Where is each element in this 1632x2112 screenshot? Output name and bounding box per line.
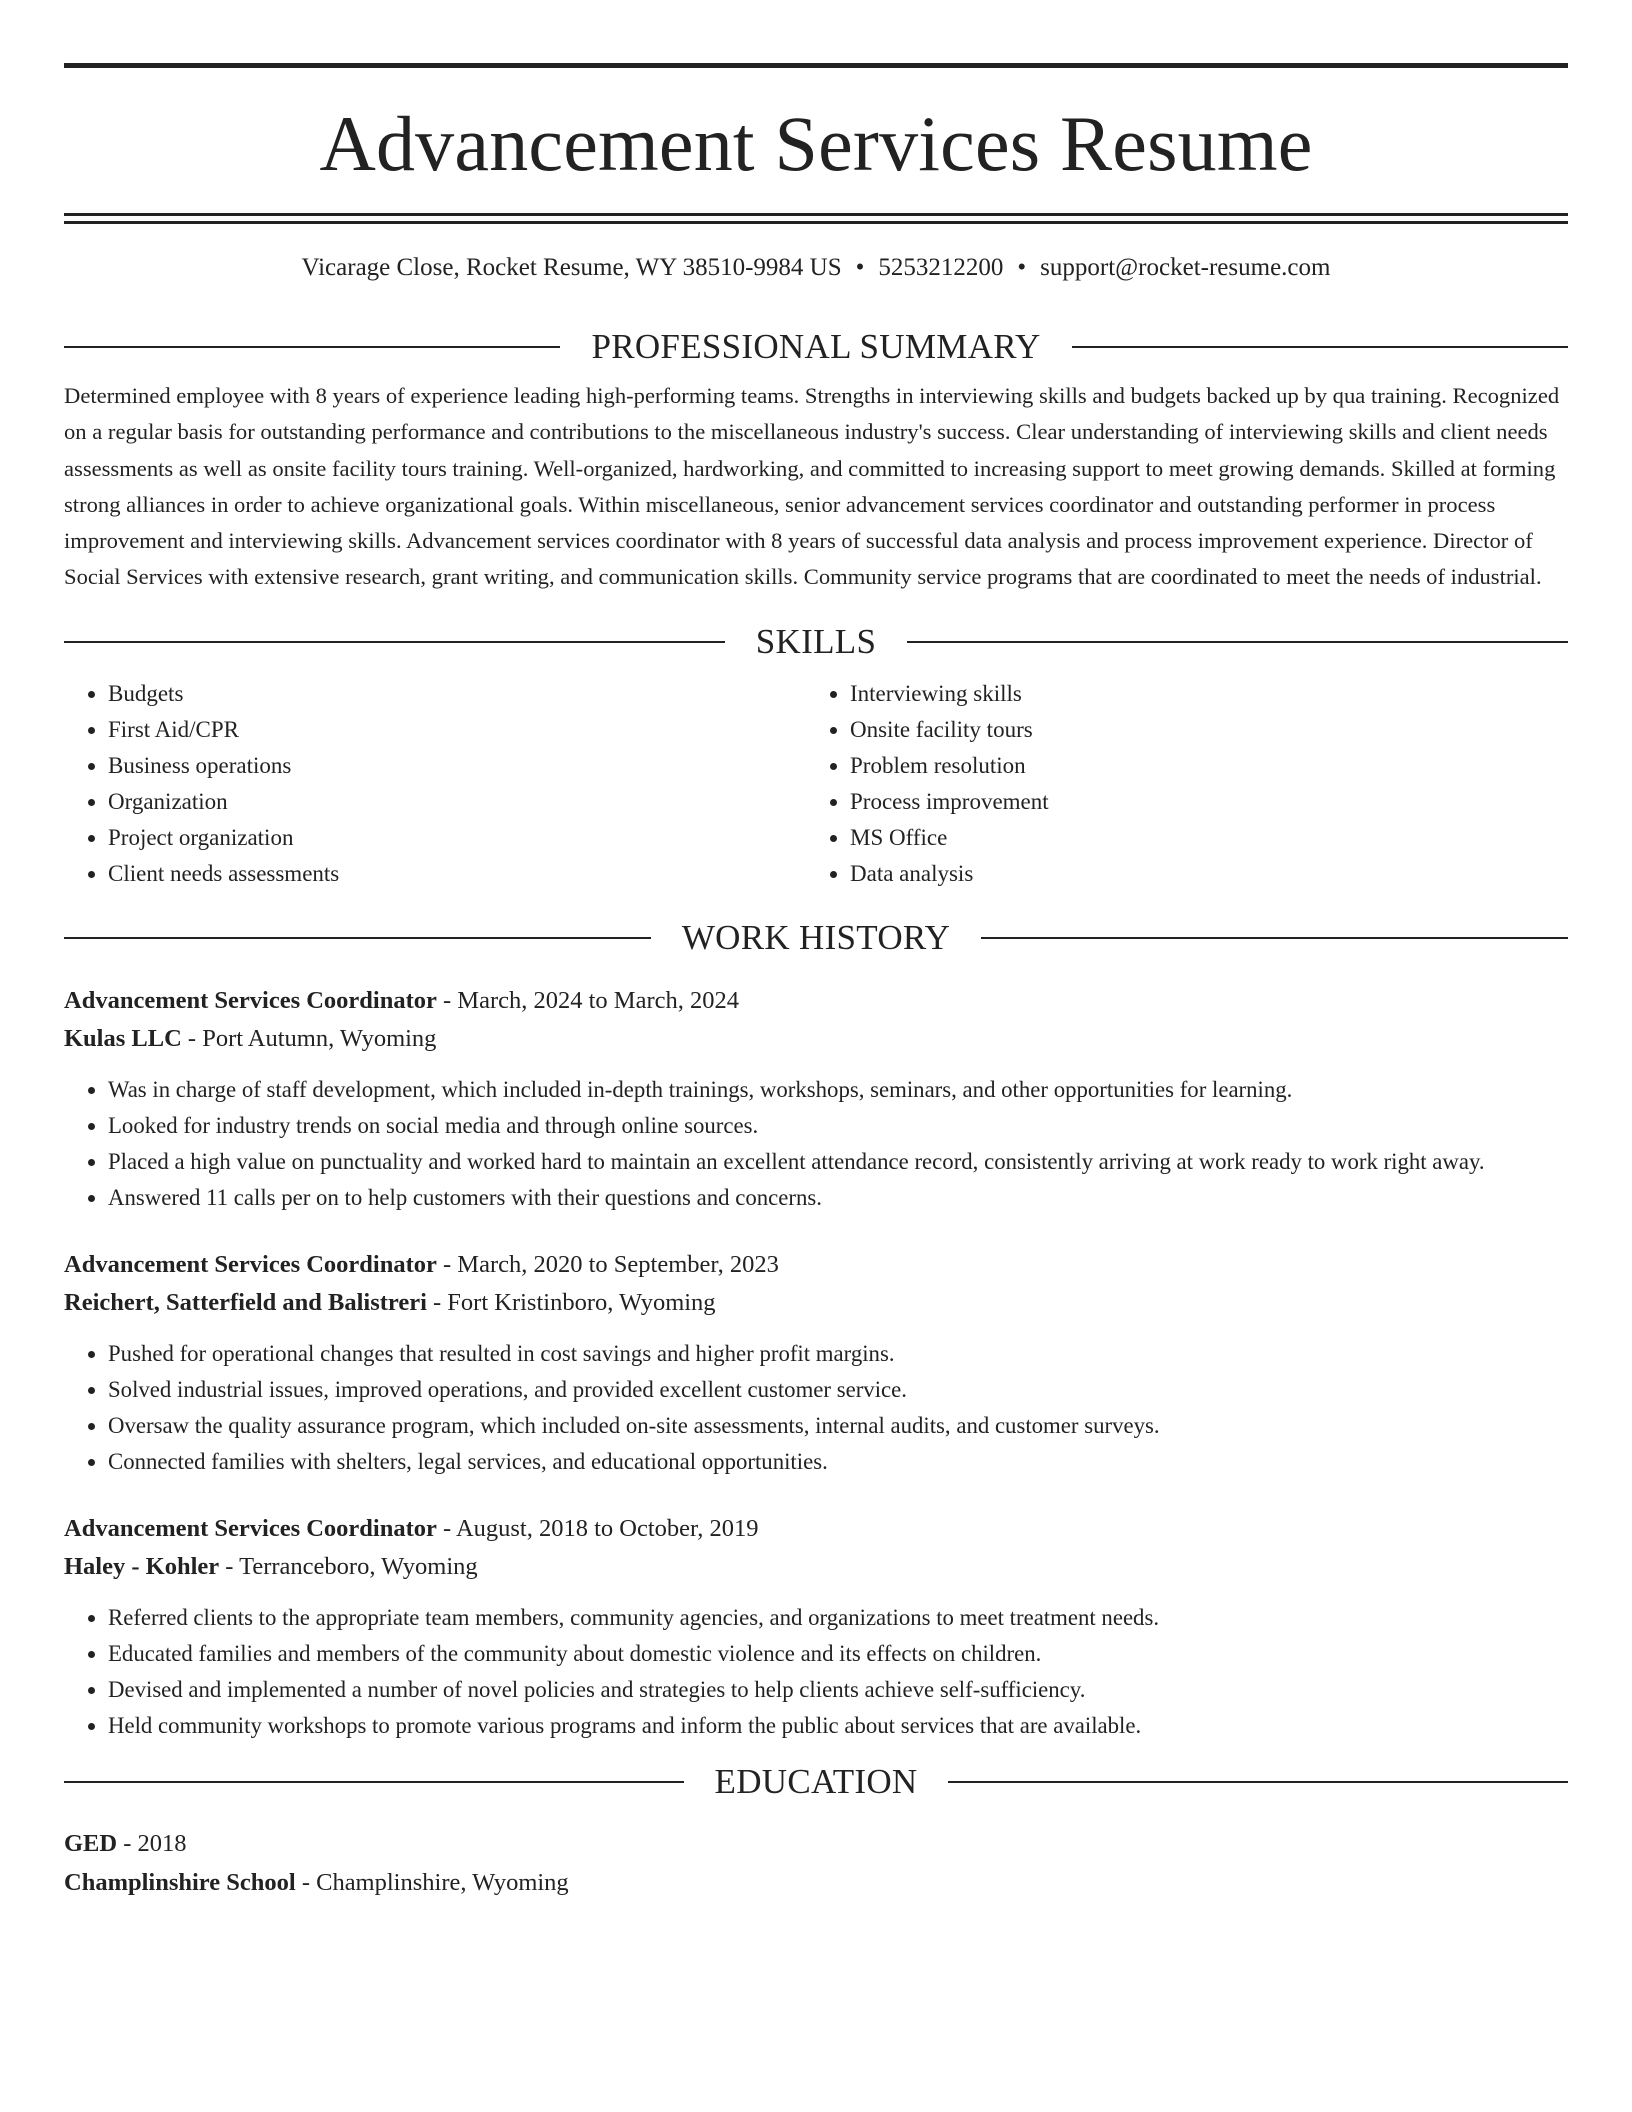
- section-title-work: WORK HISTORY: [681, 917, 951, 957]
- job-entry: [64, 1510, 1568, 1744]
- job-dates: - March, 2024 to March, 2024: [436, 986, 739, 1014]
- resume-title: Advancement Services Resume: [319, 100, 1313, 187]
- job-title-line: [64, 1246, 1568, 1284]
- skill-item: • Organization: [108, 784, 806, 820]
- job-title-line: [64, 982, 1568, 1020]
- job-bullets: [64, 1336, 1568, 1480]
- top-rule: [64, 63, 1568, 68]
- education-year: - 2018: [117, 1829, 187, 1857]
- section-heading-skills: [64, 622, 1568, 662]
- section-heading-work: [64, 918, 1568, 958]
- job-company: Haley - Kohler: [64, 1552, 220, 1580]
- job-dates: - August, 2018 to October, 2019: [436, 1514, 759, 1542]
- skills-column-left: [64, 676, 806, 892]
- skill-item: • Project organization: [108, 820, 806, 856]
- job-company-line: [64, 1548, 1568, 1586]
- job-bullet: • Was in charge of staff development, which included in-depth trainings, workshops, seminars, and other opportunities for learning.: [108, 1072, 1568, 1108]
- skill-item: • Budgets: [108, 676, 806, 712]
- skill-item: • Onsite facility tours: [850, 712, 1548, 748]
- education-degree-line: [64, 1824, 1568, 1863]
- skill-item: • Interviewing skills: [850, 676, 1548, 712]
- skill-item: • MS Office: [850, 820, 1548, 856]
- resume-page: [64, 63, 1568, 1902]
- education-location: - Champlinshire, Wyoming: [295, 1868, 569, 1896]
- contact-address: Vicarage Close, Rocket Resume, WY 38510-9984 US: [301, 254, 842, 281]
- job-title-line: [64, 1510, 1568, 1548]
- job-bullet: • Placed a high value on punctuality and worked hard to maintain an excellent attendance record, consistently arriving at work ready to work right away.: [108, 1144, 1568, 1180]
- job-dates: - March, 2020 to September, 2023: [436, 1250, 779, 1278]
- job-bullet: • Answered 11 calls per on to help customers with their questions and concerns.: [108, 1180, 1568, 1216]
- section-title-education: EDUCATION: [714, 1761, 918, 1801]
- skill-item: • Data analysis: [850, 856, 1548, 892]
- skill-item: • Problem resolution: [850, 748, 1548, 784]
- job-company: Kulas LLC: [64, 1024, 182, 1052]
- skills-list: [64, 676, 1568, 892]
- contact-phone: 5253212200: [878, 254, 1004, 281]
- job-title: Advancement Services Coordinator: [64, 986, 437, 1014]
- job-company-line: [64, 1284, 1568, 1322]
- job-bullet: • Connected families with shelters, legal services, and educational opportunities.: [108, 1444, 1568, 1480]
- contact-email: support@rocket-resume.com: [1040, 254, 1331, 281]
- section-heading-education: [64, 1762, 1568, 1802]
- skill-item: • Business operations: [108, 748, 806, 784]
- education-school: Champlinshire School: [64, 1868, 296, 1896]
- job-entry: [64, 982, 1568, 1216]
- job-bullet: • Held community workshops to promote various programs and inform the public about services that are available.: [108, 1708, 1568, 1744]
- job-location: - Terranceboro, Wyoming: [219, 1552, 478, 1580]
- job-bullet: • Oversaw the quality assurance program, which included on-site assessments, internal audits, and customer surveys.: [108, 1408, 1568, 1444]
- title-double-rule: [64, 213, 1568, 224]
- job-bullets: [64, 1600, 1568, 1744]
- education-entry: [64, 1824, 1568, 1902]
- job-company-line: [64, 1020, 1568, 1058]
- skill-item: • Client needs assessments: [108, 856, 806, 892]
- job-location: - Fort Kristinboro, Wyoming: [426, 1288, 716, 1316]
- skills-column-right: [806, 676, 1548, 892]
- job-location: - Port Autumn, Wyoming: [181, 1024, 437, 1052]
- summary-text: Determined employee with 8 years of experience leading high-performing teams. Strengths in interviewing skills and budgets backed up by qua training. Recognized on a regular basis for outstanding performance and contributions to the miscellaneous industry's success. Clear understanding of interviewing skills and client needs assessments as well as onsite facility tours training. Well-organized, hardworking, and committed to increasing support to meet growing demands. Skilled at forming strong alliances in order to achieve organizational goals. Within miscellaneous, senior advancement services coordinator and outstanding performer in process improvement and interviewing skills. Advancement services coordinator with 8 years of successful data analysis and process improvement experience. Director of Social Services with extensive research, grant writing, and communication skills. Community service programs that are coordinated to meet the needs of industrial.: [64, 383, 1560, 590]
- job-bullets: [64, 1072, 1568, 1216]
- contact-separator: •: [1017, 254, 1027, 281]
- section-title-skills: SKILLS: [755, 621, 877, 661]
- education-school-line: [64, 1863, 1568, 1902]
- job-bullet: • Educated families and members of the community about domestic violence and its effects on children.: [108, 1636, 1568, 1672]
- job-entry: [64, 1246, 1568, 1480]
- job-title: Advancement Services Coordinator: [64, 1514, 437, 1542]
- section-title-summary: PROFESSIONAL SUMMARY: [591, 327, 1041, 366]
- contact-line: [64, 251, 1568, 285]
- job-bullet: • Referred clients to the appropriate team members, community agencies, and organizations to meet treatment needs.: [108, 1600, 1568, 1636]
- section-heading-summary: [64, 327, 1568, 367]
- job-bullet: • Looked for industry trends on social media and through online sources.: [108, 1108, 1568, 1144]
- job-bullet: • Devised and implemented a number of novel policies and strategies to help clients achieve self-sufficiency.: [108, 1672, 1568, 1708]
- job-bullet: • Pushed for operational changes that resulted in cost savings and higher profit margins.: [108, 1336, 1568, 1372]
- contact-separator: •: [855, 254, 865, 281]
- skill-item: • First Aid/CPR: [108, 712, 806, 748]
- education-degree: GED: [64, 1829, 118, 1857]
- skill-item: • Process improvement: [850, 784, 1548, 820]
- job-title: Advancement Services Coordinator: [64, 1250, 437, 1278]
- job-company: Reichert, Satterfield and Balistreri: [64, 1288, 427, 1316]
- job-bullet: • Solved industrial issues, improved operations, and provided excellent customer service.: [108, 1372, 1568, 1408]
